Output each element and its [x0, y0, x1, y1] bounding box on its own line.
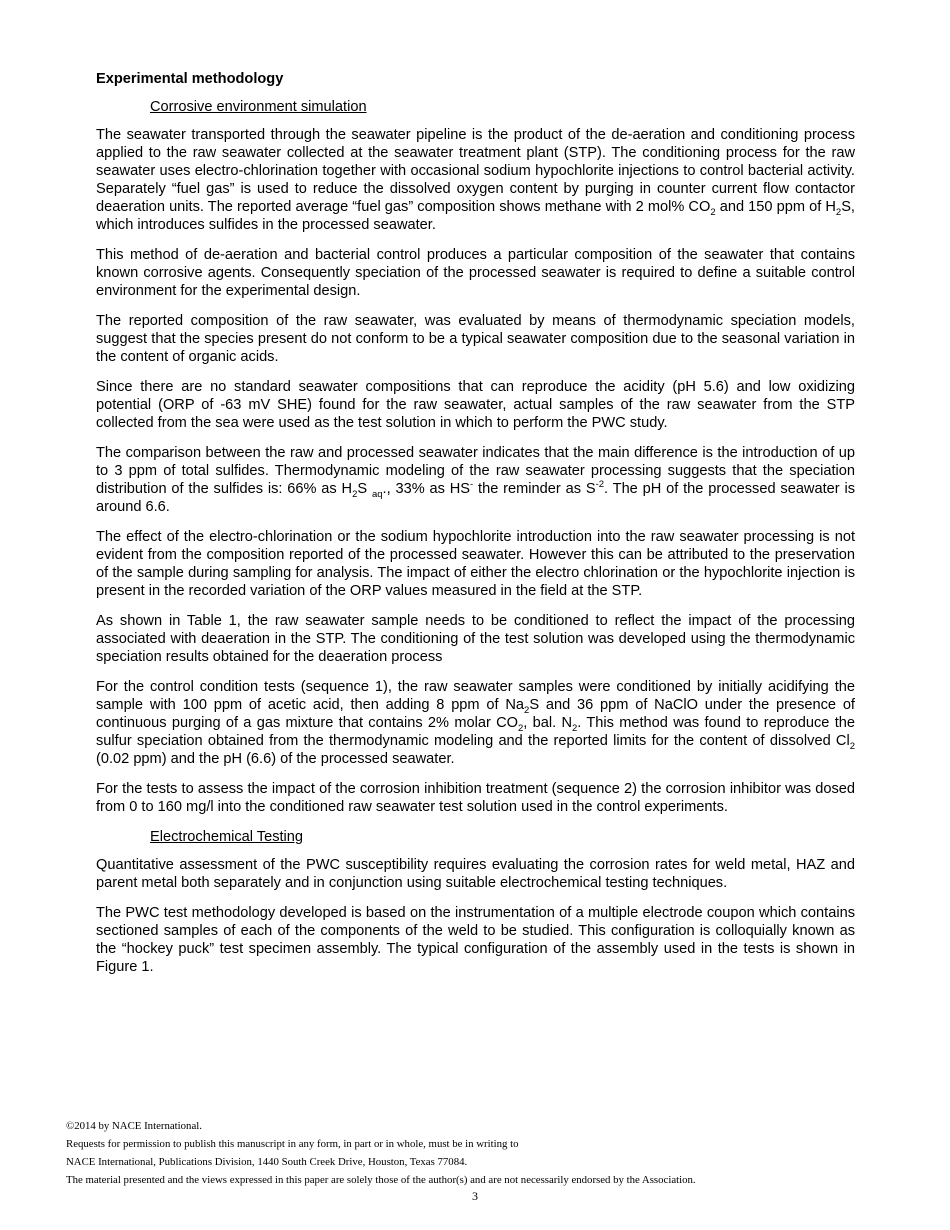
subscript: 2	[352, 488, 358, 500]
superscript: -2	[595, 479, 605, 491]
document-body	[96, 70, 855, 988]
paragraph	[96, 678, 855, 768]
subscript: 2	[524, 704, 530, 716]
page-number: 3	[472, 1189, 478, 1203]
text-run: and 150 ppm of H	[715, 199, 836, 215]
section-title: Experimental methodology	[96, 71, 284, 87]
text-run: Quantitative assessment of the PWC susceptibility requires evaluating the corrosion rates for weld metal, HAZ and parent metal both separately and in conjunction using suitable electrochemical testing techniques.	[96, 857, 855, 891]
subscript: aq	[371, 488, 383, 500]
paragraph	[96, 246, 855, 300]
subscript: 2	[849, 740, 855, 752]
paragraph	[96, 780, 855, 816]
copyright-line: ©2014 by NACE International.	[66, 1120, 202, 1132]
subscript: 2	[572, 722, 578, 734]
paragraph	[96, 312, 855, 366]
text-run: This method of de-aeration and bacterial control produces a particular composition of the seawater that contains known corrosive agents. Consequently speciation of the processed seawater is required to define a suitable control environment for the experimental design.	[96, 247, 855, 299]
text-run: The seawater transported through the seawater pipeline is the product of the de-aeration and conditioning process applied to the raw seawater collected at the seawater treatment plant (STP). The conditioning process for the raw seawater uses electro-chlorination together with occasional sodium hypochlorite injections to control bacterial activity. Separately “fuel gas” is used to reduce the dissolved oxygen content by purging in counter current flow contactor deaeration units. The reported average “fuel gas” composition shows methane with 2 mol% CO	[96, 127, 855, 215]
text-run: ., 33% as HS	[382, 481, 471, 497]
paragraph	[96, 444, 855, 516]
paragraph	[96, 856, 855, 892]
footer	[66, 1117, 886, 1189]
subscript: 2	[710, 206, 716, 218]
subsection-heading: Corrosive environment simulation	[150, 99, 367, 115]
text-run: S and 36 ppm of NaClO under the presence of continuous purging of a gas mixture that contains 2% molar CO	[96, 697, 855, 731]
paragraph	[96, 528, 855, 600]
address-line: NACE International, Publications Division, 1440 South Creek Drive, Houston, Texas 77084.	[66, 1156, 468, 1168]
text-run: the reminder as S	[473, 481, 596, 497]
subscript: 2	[518, 722, 524, 734]
text-run: . The pH of the processed seawater is around 6.6.	[96, 481, 855, 515]
permission-line: Requests for permission to publish this manuscript in any form, in part or in whole, must be in writing to	[66, 1138, 519, 1150]
text-run: . This method was found to reproduce the sulfur speciation obtained from the thermodynamic modeling and the reported limits for the content of dissolved Cl	[96, 715, 855, 749]
text-run: For the tests to assess the impact of the corrosion inhibition treatment (sequence 2) the corrosion inhibitor was dosed from 0 to 160 mg/l into the conditioned raw seawater test solution used in the control experiments.	[96, 781, 855, 815]
text-run: S	[357, 481, 372, 497]
subsections	[96, 98, 855, 976]
paragraph	[96, 378, 855, 432]
paragraph	[96, 612, 855, 666]
text-run: The reported composition of the raw seawater, was evaluated by means of thermodynamic speciation models, suggest that the species present do not conform to be a typical seawater composition due to the seasonal variation in the content of organic acids.	[96, 313, 855, 365]
subscript: 2	[835, 206, 842, 218]
text-run: For the control condition tests (sequence 1), the raw seawater samples were conditioned by initially acidifying the sample with 100 ppm of acetic acid, then adding 8 ppm of Na	[96, 679, 855, 713]
text-run: As shown in Table 1, the raw seawater sample needs to be conditioned to reflect the impact of the processing associated with deaeration in the STP. The conditioning of the test solution was developed using the thermodynamic speciation results obtained for the deaeration process	[96, 613, 855, 665]
text-run: Since there are no standard seawater compositions that can reproduce the acidity (pH 5.6) and low oxidizing potential (ORP of -63 mV SHE) found for the raw seawater, actual samples of the raw seawater from the STP collected from the sea were used as the test solution in which to perform the PWC study.	[96, 379, 855, 431]
superscript: -	[470, 479, 474, 491]
paragraph	[96, 126, 855, 234]
text-run: S, which introduces sulfides in the processed seawater.	[96, 199, 855, 233]
text-run: The comparison between the raw and processed seawater indicates that the main difference is the introduction of up to 3 ppm of total sulfides. Thermodynamic modeling of the raw seawater processing suggests that the speciation distribution of the sulfides is: 66% as H	[96, 445, 855, 497]
text-run: The effect of the electro-chlorination or the sodium hypochlorite introduction into the raw seawater processing is not evident from the composition reported of the processed seawater. However this can be attributed to the preservation of the sample during sampling for analysis. The impact of either the electro chlorination or the hypochlorite injection is present in the recorded variation of the ORP values measured in the field at the STP.	[96, 529, 855, 599]
text-run: The PWC test methodology developed is based on the instrumentation of a multiple electrode coupon which contains sectioned samples of each of the components of the weld to be studied. This configuration is colloquially known as the “hockey puck” test specimen assembly. The typical configuration of the assembly used in the tests is shown in Figure 1.	[96, 905, 855, 975]
subsection-heading: Electrochemical Testing	[150, 829, 304, 845]
paragraph	[96, 904, 855, 976]
disclaimer-line: The material presented and the views expressed in this paper are solely those of the author(s) and are not necessarily endorsed by the Association.	[66, 1174, 696, 1186]
text-run: (0.02 ppm) and the pH (6.6) of the processed seawater.	[96, 751, 455, 767]
text-run: , bal. N	[523, 715, 572, 731]
